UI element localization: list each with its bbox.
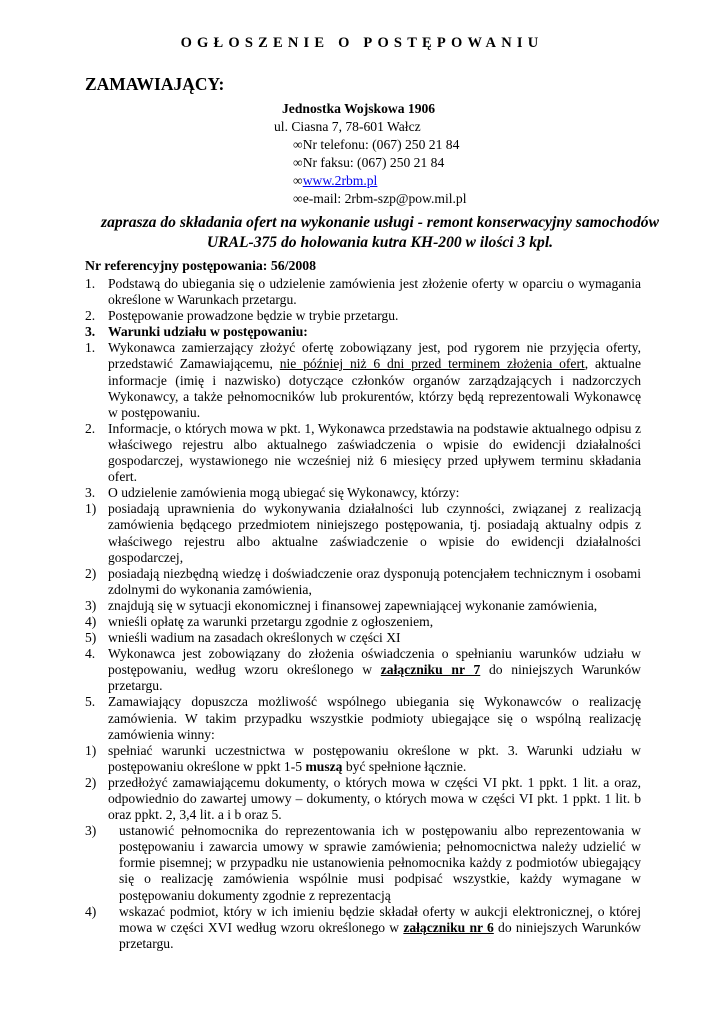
list-item: 1) spełniać warunki uczestnictwa w postępowaniu określone w pkt. 3. Warunki udziału w postępowaniu określone w ppkt 1-5 muszą być spełnione łącznie. — [85, 742, 641, 774]
list-item: 1. Podstawą do ubiegania się o udzielenie zamówienia jest złożenie oferty w oparciu o wymagania określone w Warunkach przetargu. — [85, 276, 641, 308]
list-item: 4) wskazać podmiot, który w ich imieniu będzie składał oferty w aukcji elektronicznej, o której mowa w części XVI według wzoru określonego w załączniku nr 6 do niniejszych Warunków przetargu. — [85, 903, 641, 951]
document-heading: OGŁOSZENIE O POSTĘPOWANIU — [180, 35, 544, 51]
fax: ∞Nr faksu: (067) 250 21 84 — [293, 155, 445, 170]
list-item: 3) znajdują się w sytuacji ekonomicznej i finansowej zapewniającej wykonanie zamówienia, — [85, 597, 598, 613]
list-item: 2. Postępowanie prowadzone będzie w trybie przetargu. — [85, 308, 399, 324]
list-item: 1. Wykonawca zamierzający złożyć ofertę zobowiązany jest, pod rygorem nie przyjęcia oferty, przedstawić Zamawiającemu, nie później niż 6 dni przed terminem złożenia ofert, aktualne informacje (imię i nazwisko) dotyczące członków organów zarządzających i nadzorczych Wykonawcy, a także pełnomocników lub prokurentów, którzy będą reprezentowali Wykonawcę w postępowaniu. — [85, 340, 641, 420]
website-line — [293, 172, 377, 190]
list-item: 5) wnieśli wadium na zasadach określonych w części XI — [85, 630, 401, 646]
reference-number: Nr referencyjny postępowania: 56/2008 — [85, 258, 317, 273]
phone: ∞Nr telefonu: (067) 250 21 84 — [293, 137, 460, 152]
email: ∞e-mail: 2rbm-szp@pow.mil.pl — [293, 191, 467, 206]
list-item: 2) posiadają niezbędną wiedzę i doświadczenie oraz dysponują potencjałem technicznym i osobami zdolnymi do wykonania zamówienia, — [85, 565, 641, 597]
list-item: 3. O udzielenie zamówienia mogą ubiegać się Wykonawcy, którzy: — [85, 485, 460, 501]
address: ul. Ciasna 7, 78-601 Wałcz — [274, 119, 421, 134]
unit-name: Jednostka Wojskowa 1906 — [282, 101, 436, 116]
list-item: 4. Wykonawca jest zobowiązany do złożenia oświadczenia o spełnianiu warunków udziału w postępowaniu, według wzoru określonego w załączniku nr 7 do niniejszych Warunków przetargu. — [85, 646, 641, 694]
conditions-list — [85, 276, 641, 952]
infinity-icon: ∞ — [293, 173, 303, 188]
list-item: 1) posiadają uprawnienia do wykonywania działalności lub czynności, związanej z realizacją zamówienia będącego przedmiotem niniejszego postępowania, tj. posiadają aktualny odpis z właściwego rejestru albo aktualne zaświadczenie o wpisie do ewidencji działalności gospodarczej, — [85, 501, 641, 565]
list-item: 2. Informacje, o których mowa w pkt. 1, Wykonawca przedstawia na podstawie aktualnego odpisu z właściwego rejestru albo aktualnego zaświadczenia o wpisie do ewidencji działalności gospodarczej, wystawionego nie wcześniej niż 6 miesięcy przed upływem terminu składania ofert. — [85, 420, 641, 485]
list-item: 5. Zamawiający dopuszcza możliwość wspólnego ubiegania się Wykonawców o realizację zamówienia. W takim przypadku wszystkie podmioty ubiegające się o wspólną realizację zamówienia winny: — [85, 694, 641, 742]
zamawiajacy-label: ZAMAWIAJĄCY: — [85, 74, 225, 94]
list-item: 2) przedłożyć zamawiającemu dokumenty, o których mowa w części VI pkt. 1 ppkt. 1 lit. a oraz, odpowiednio do zawartej umowy – dokumenty, o których mowa w części VI pkt. 1 ppkt. 1 lit. b oraz ppkt. 2, 3,4 lit. a i b oraz 5. — [85, 774, 641, 823]
list-item: 4) wnieśli opłatę za warunki przetargu zgodnie z ogłoszeniem, — [85, 613, 434, 629]
invitation-text: zaprasza do składania ofert na wykonanie usługi - remont konserwacyjny samochodów URAL-375 do holowania kutra KH-200 w ilości 3 kpl. — [101, 214, 659, 251]
website-link[interactable]: www.2rbm.pl — [302, 173, 378, 188]
list-item: 3) ustanowić pełnomocnika do reprezentowania ich w postępowaniu albo reprezentowania w postępowaniu i zawarcia umowy w sprawie zamówienia; pełnomocnictwa należy udzielić w formie pisemnej; w przypadku nie ustanowienia pełnomocnika każdy z podmiotów ubiegający się o realizację zamówienia wspólnie musi podpisać wszystkie, każdy wymagane w postępowaniu dokumenty zgodnie z reprezentacją — [85, 823, 641, 903]
section-heading: 3. Warunki udziału w postępowaniu: — [85, 324, 308, 340]
